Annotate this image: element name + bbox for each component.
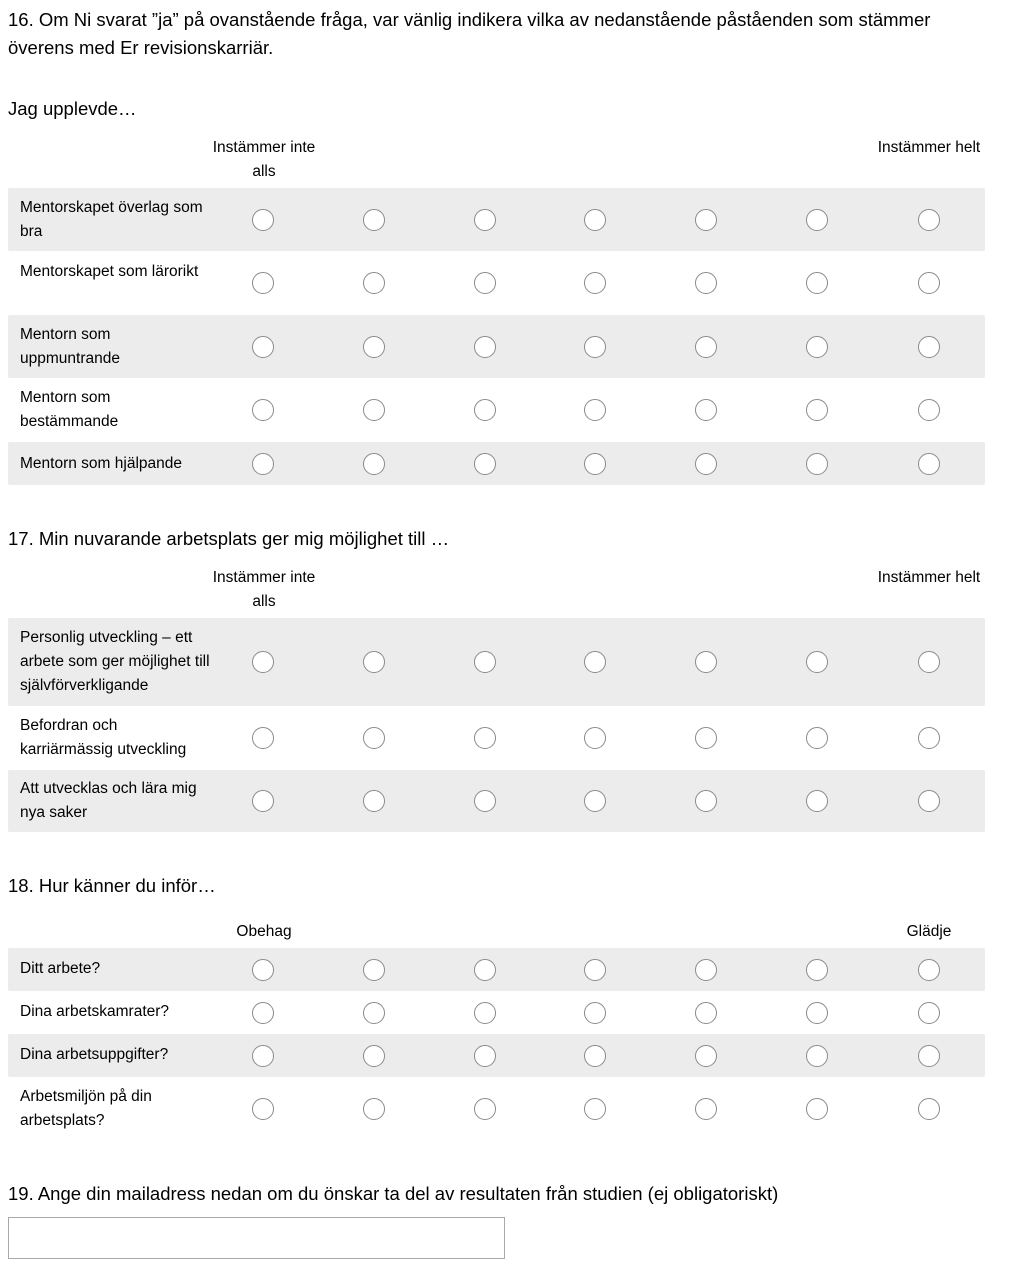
radio-option-1[interactable] (252, 959, 274, 981)
radio-option-6[interactable] (806, 336, 828, 358)
radio-option-4[interactable] (584, 1098, 606, 1120)
q16-row-3 (8, 378, 985, 442)
q17-row-0 (8, 618, 985, 706)
q17-row-1 (8, 706, 985, 770)
radio-option-7[interactable] (918, 399, 940, 421)
radio-option-1[interactable] (252, 1045, 274, 1067)
radio-option-5[interactable] (695, 1045, 717, 1067)
row-label: Mentorskapet överlag som bra (20, 199, 203, 240)
radio-option-3[interactable] (474, 399, 496, 421)
q18-row-1 (8, 991, 985, 1034)
row-label: Mentorn som bestämmande (20, 389, 119, 430)
email-input[interactable] (8, 1217, 505, 1259)
radio-option-5[interactable] (695, 453, 717, 475)
radio-option-6[interactable] (806, 959, 828, 981)
q18-scale-right: Glädje (906, 923, 952, 940)
radio-option-5[interactable] (695, 651, 717, 673)
q16-scale-left: Instämmer inte alls (212, 139, 316, 180)
radio-option-2[interactable] (363, 453, 385, 475)
radio-option-4[interactable] (584, 272, 606, 294)
radio-option-2[interactable] (363, 336, 385, 358)
radio-option-1[interactable] (252, 727, 274, 749)
radio-option-2[interactable] (363, 727, 385, 749)
radio-option-6[interactable] (806, 727, 828, 749)
radio-option-6[interactable] (806, 272, 828, 294)
row-label: Mentorn som hjälpande (20, 455, 182, 472)
radio-option-3[interactable] (474, 453, 496, 475)
radio-option-7[interactable] (918, 651, 940, 673)
radio-option-1[interactable] (252, 209, 274, 231)
radio-option-4[interactable] (584, 453, 606, 475)
radio-option-5[interactable] (695, 272, 717, 294)
radio-option-6[interactable] (806, 453, 828, 475)
radio-option-4[interactable] (584, 336, 606, 358)
radio-option-2[interactable] (363, 209, 385, 231)
radio-option-5[interactable] (695, 336, 717, 358)
radio-option-1[interactable] (252, 336, 274, 358)
radio-option-2[interactable] (363, 272, 385, 294)
row-label: Dina arbetskamrater? (20, 1003, 170, 1020)
q17-scale-left: Instämmer inte alls (212, 569, 316, 610)
radio-option-5[interactable] (695, 727, 717, 749)
radio-option-6[interactable] (806, 1002, 828, 1024)
radio-option-3[interactable] (474, 959, 496, 981)
row-label: Att utvecklas och lära mig nya saker (20, 780, 197, 821)
radio-option-3[interactable] (474, 727, 496, 749)
radio-option-5[interactable] (695, 209, 717, 231)
radio-option-7[interactable] (918, 1002, 940, 1024)
q18-row-0 (8, 948, 985, 991)
radio-option-3[interactable] (474, 790, 496, 812)
q18-title: 18. Hur känner du inför… (8, 875, 216, 896)
radio-option-2[interactable] (363, 1045, 385, 1067)
radio-option-7[interactable] (918, 453, 940, 475)
row-label: Mentorskapet som lärorikt (20, 263, 199, 280)
radio-option-4[interactable] (584, 1002, 606, 1024)
radio-option-7[interactable] (918, 1098, 940, 1120)
radio-option-4[interactable] (584, 959, 606, 981)
radio-option-5[interactable] (695, 1002, 717, 1024)
q19-title: 19. Ange din mailadress nedan om du önskar ta del av resultaten från studien (ej obligatoriskt) (8, 1183, 779, 1204)
radio-option-1[interactable] (252, 453, 274, 475)
q16-row-0 (8, 188, 985, 251)
radio-option-3[interactable] (474, 1098, 496, 1120)
radio-option-3[interactable] (474, 1045, 496, 1067)
radio-option-6[interactable] (806, 1098, 828, 1120)
q17-scale-right: Instämmer helt (877, 569, 981, 586)
radio-option-2[interactable] (363, 399, 385, 421)
row-label: Arbetsmiljön på din arbetsplats? (20, 1088, 152, 1129)
q18-row-2 (8, 1034, 985, 1077)
radio-option-4[interactable] (584, 209, 606, 231)
row-label: Ditt arbete? (20, 960, 101, 977)
q16-row-4 (8, 442, 985, 485)
row-label: Dina arbetsuppgifter? (20, 1046, 169, 1063)
radio-option-3[interactable] (474, 336, 496, 358)
radio-option-7[interactable] (918, 959, 940, 981)
radio-option-1[interactable] (252, 272, 274, 294)
radio-option-6[interactable] (806, 790, 828, 812)
radio-option-7[interactable] (918, 790, 940, 812)
radio-option-5[interactable] (695, 399, 717, 421)
radio-option-7[interactable] (918, 1045, 940, 1067)
radio-option-6[interactable] (806, 399, 828, 421)
radio-option-2[interactable] (363, 651, 385, 673)
radio-option-4[interactable] (584, 651, 606, 673)
radio-option-4[interactable] (584, 790, 606, 812)
q18-scale-left: Obehag (236, 923, 292, 940)
radio-option-4[interactable] (584, 399, 606, 421)
radio-option-7[interactable] (918, 336, 940, 358)
radio-option-5[interactable] (695, 790, 717, 812)
radio-option-3[interactable] (474, 209, 496, 231)
radio-option-4[interactable] (584, 1045, 606, 1067)
radio-option-2[interactable] (363, 1098, 385, 1120)
q16-row-2 (8, 315, 985, 378)
radio-option-2[interactable] (363, 790, 385, 812)
radio-option-1[interactable] (252, 651, 274, 673)
radio-option-2[interactable] (363, 959, 385, 981)
radio-option-4[interactable] (584, 727, 606, 749)
q18-row-3 (8, 1077, 985, 1141)
radio-option-3[interactable] (474, 651, 496, 673)
radio-option-1[interactable] (252, 1002, 274, 1024)
radio-option-5[interactable] (695, 959, 717, 981)
radio-option-7[interactable] (918, 727, 940, 749)
radio-option-2[interactable] (363, 1002, 385, 1024)
row-label: Mentorn som uppmuntrande (20, 326, 120, 367)
row-label: Personlig utveckling – ett arbete som ger möjlighet till självförverkligande (20, 629, 210, 694)
radio-option-6[interactable] (806, 651, 828, 673)
radio-option-7[interactable] (918, 272, 940, 294)
q17-title: 17. Min nuvarande arbetsplats ger mig möjlighet till … (8, 528, 450, 549)
row-label: Befordran och karriärmässig utveckling (20, 717, 187, 758)
q16-scale-right: Instämmer helt (877, 139, 981, 156)
radio-option-7[interactable] (918, 209, 940, 231)
q16-subtitle: Jag upplevde… (8, 98, 137, 119)
q17-row-2 (8, 770, 985, 832)
radio-option-1[interactable] (252, 399, 274, 421)
radio-option-5[interactable] (695, 1098, 717, 1120)
q16-row-1 (8, 251, 985, 315)
radio-option-1[interactable] (252, 1098, 274, 1120)
radio-option-3[interactable] (474, 1002, 496, 1024)
radio-option-3[interactable] (474, 272, 496, 294)
radio-option-6[interactable] (806, 1045, 828, 1067)
q16-title: 16. Om Ni svarat ”ja” på ovanstående fråga, var vänlig indikera vilka av nedanstående påståenden som stämmer överens med Er revisionskarriär. (8, 9, 931, 58)
radio-option-1[interactable] (252, 790, 274, 812)
radio-option-6[interactable] (806, 209, 828, 231)
